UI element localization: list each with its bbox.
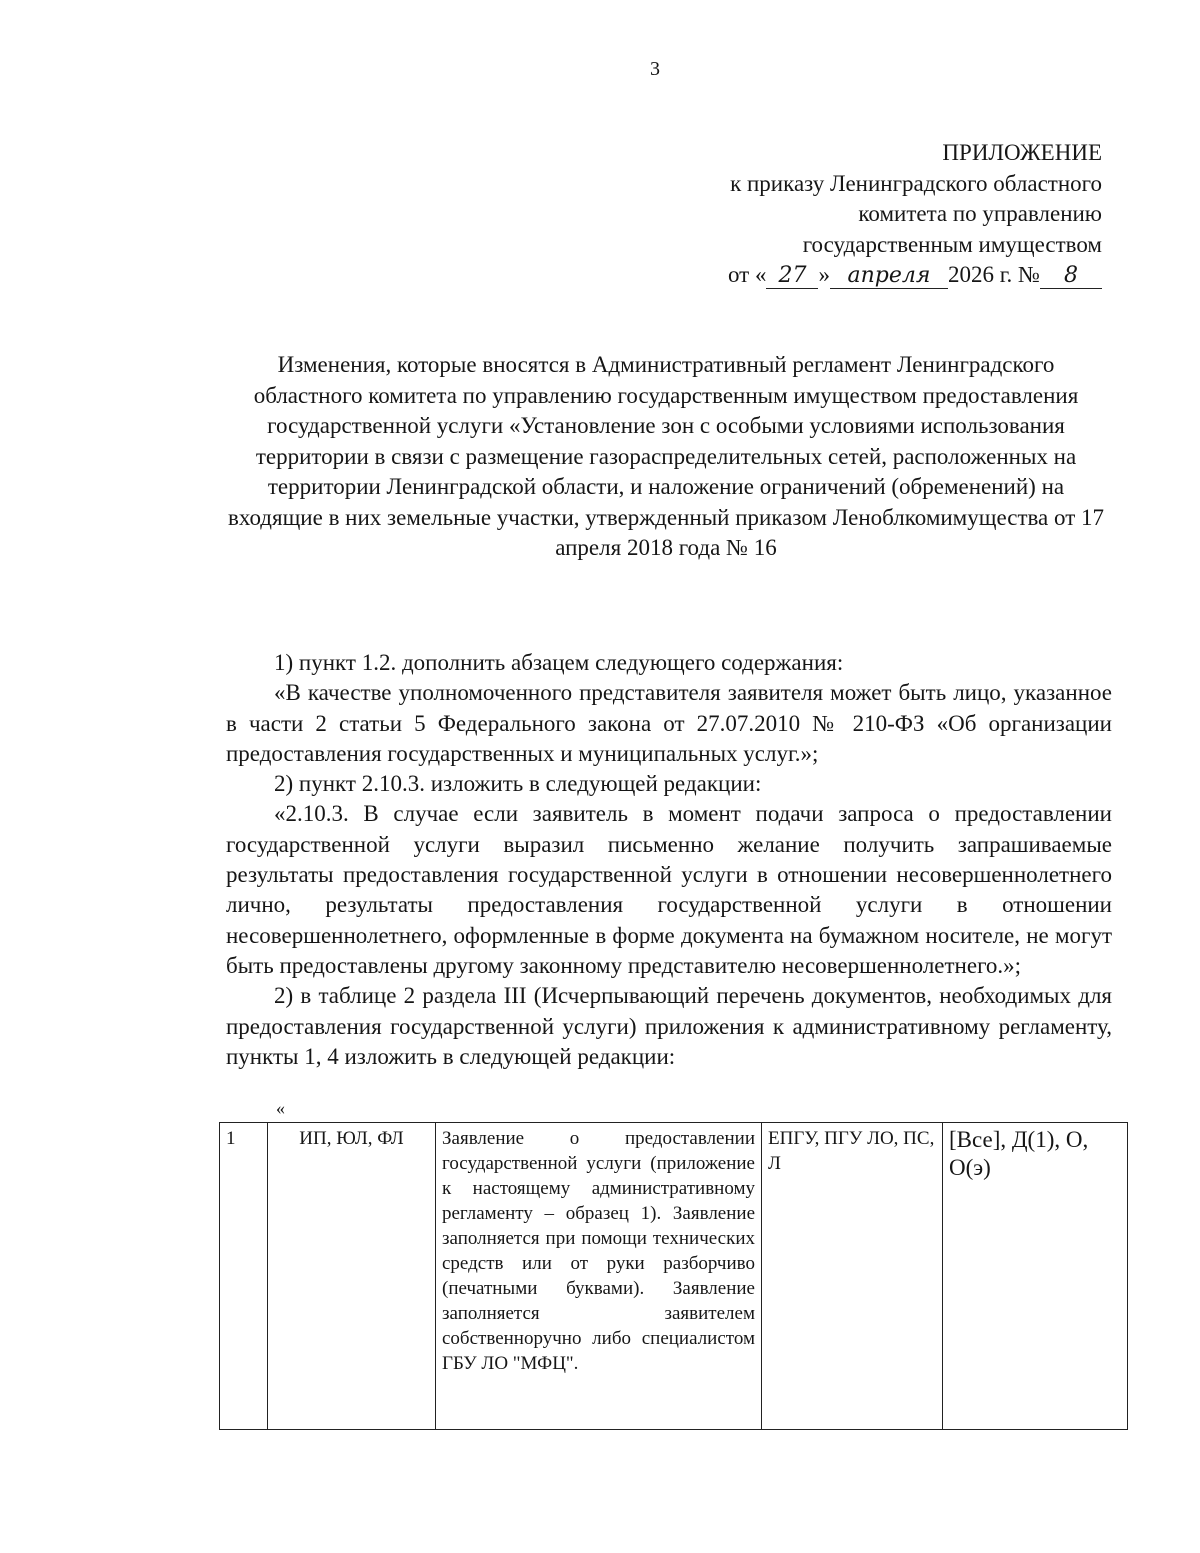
handwritten-month: апреля <box>830 264 948 289</box>
body-paragraph: 2) пункт 2.10.3. изложить в следующей редакции: <box>274 771 762 797</box>
appendix-line: государственным имуществом <box>802 231 1102 257</box>
body-paragraph: «В качестве уполномоченного представителя заявителя может быть лицо, указанное в части 2 статьи 5 Федерального закона от 27.07.2010 № 210-ФЗ «Об организации предоставления государственных и муниципальных услуг.»; <box>226 680 1112 766</box>
cell-number: 1 <box>220 1123 268 1430</box>
body-paragraph: 2) в таблице 2 раздела III (Исчерпывающий перечень документов, необходимых для предоставления государственной услуги) приложения к административному регламенту, пункты 1, 4 изложить в следующей редакции: <box>226 983 1112 1069</box>
appendix-line: комитета по управлению <box>858 201 1102 226</box>
date-year: 2026 г. № <box>947 262 1040 287</box>
order-date-line <box>542 260 1102 291</box>
cell-document: Заявление о предоставлении государственной услуги (приложение к настоящему административному регламенту – образец 1). Заявление заполняется при помощи технических средств или от руки разборчиво (печатными буквами). Заявление заполняется заявителем собственноручно либо специалистом ГБУ ЛО "МФЦ". <box>436 1123 762 1430</box>
documents-table <box>219 1122 1128 1430</box>
page-number: 3 <box>650 58 660 80</box>
table-row <box>220 1123 1128 1430</box>
appendix-block <box>542 138 1102 291</box>
date-prefix: от « <box>727 262 767 287</box>
appendix-line: к приказу Ленинградского областного <box>730 170 1102 196</box>
body-paragraph: 1) пункт 1.2. дополнить абзацем следующего содержания: <box>274 650 844 675</box>
date-mid: » <box>818 262 830 287</box>
appendix-heading: ПРИЛОЖЕНИЕ <box>942 140 1102 165</box>
handwritten-order-number: 8 <box>1040 264 1102 289</box>
table-quote-mark: « <box>276 1098 285 1118</box>
document-title: Изменения, которые вносятся в Административный регламент Ленинградского областного комитета по управлению государственным имуществом предоставления государственной услуги «Установление зон с особыми условиями использования территории в связи с размещение газораспределительных сетей, расположенных на территории Ленинградской области, и наложение ограничений (обременений) на входящие в них земельные участки, утвержденный приказом Леноблкомимущества от 17 апреля 2018 года № 16 <box>227 352 1105 560</box>
document-body <box>226 648 1112 1072</box>
cell-forms: [Все], Д(1), О, О(э) <box>943 1123 1128 1430</box>
cell-applicants: ИП, ЮЛ, ФЛ <box>268 1123 436 1430</box>
body-paragraph: «2.10.3. В случае если заявитель в момент подачи запроса о предоставлении государственной услуги выразил письменно желание получить запрашиваемые результаты предоставления государственной услуги в отношении несовершеннолетнего лично, результаты предоставления государственной услуги в отношении несовершеннолетнего, оформленные в форме документа на бумажном носителе, не могут быть предоставлены другому законному представителю несовершеннолетнего.»; <box>226 801 1112 978</box>
cell-channels: ЕПГУ, ПГУ ЛО, ПС, Л <box>762 1123 943 1430</box>
handwritten-day: 27 <box>766 264 818 289</box>
